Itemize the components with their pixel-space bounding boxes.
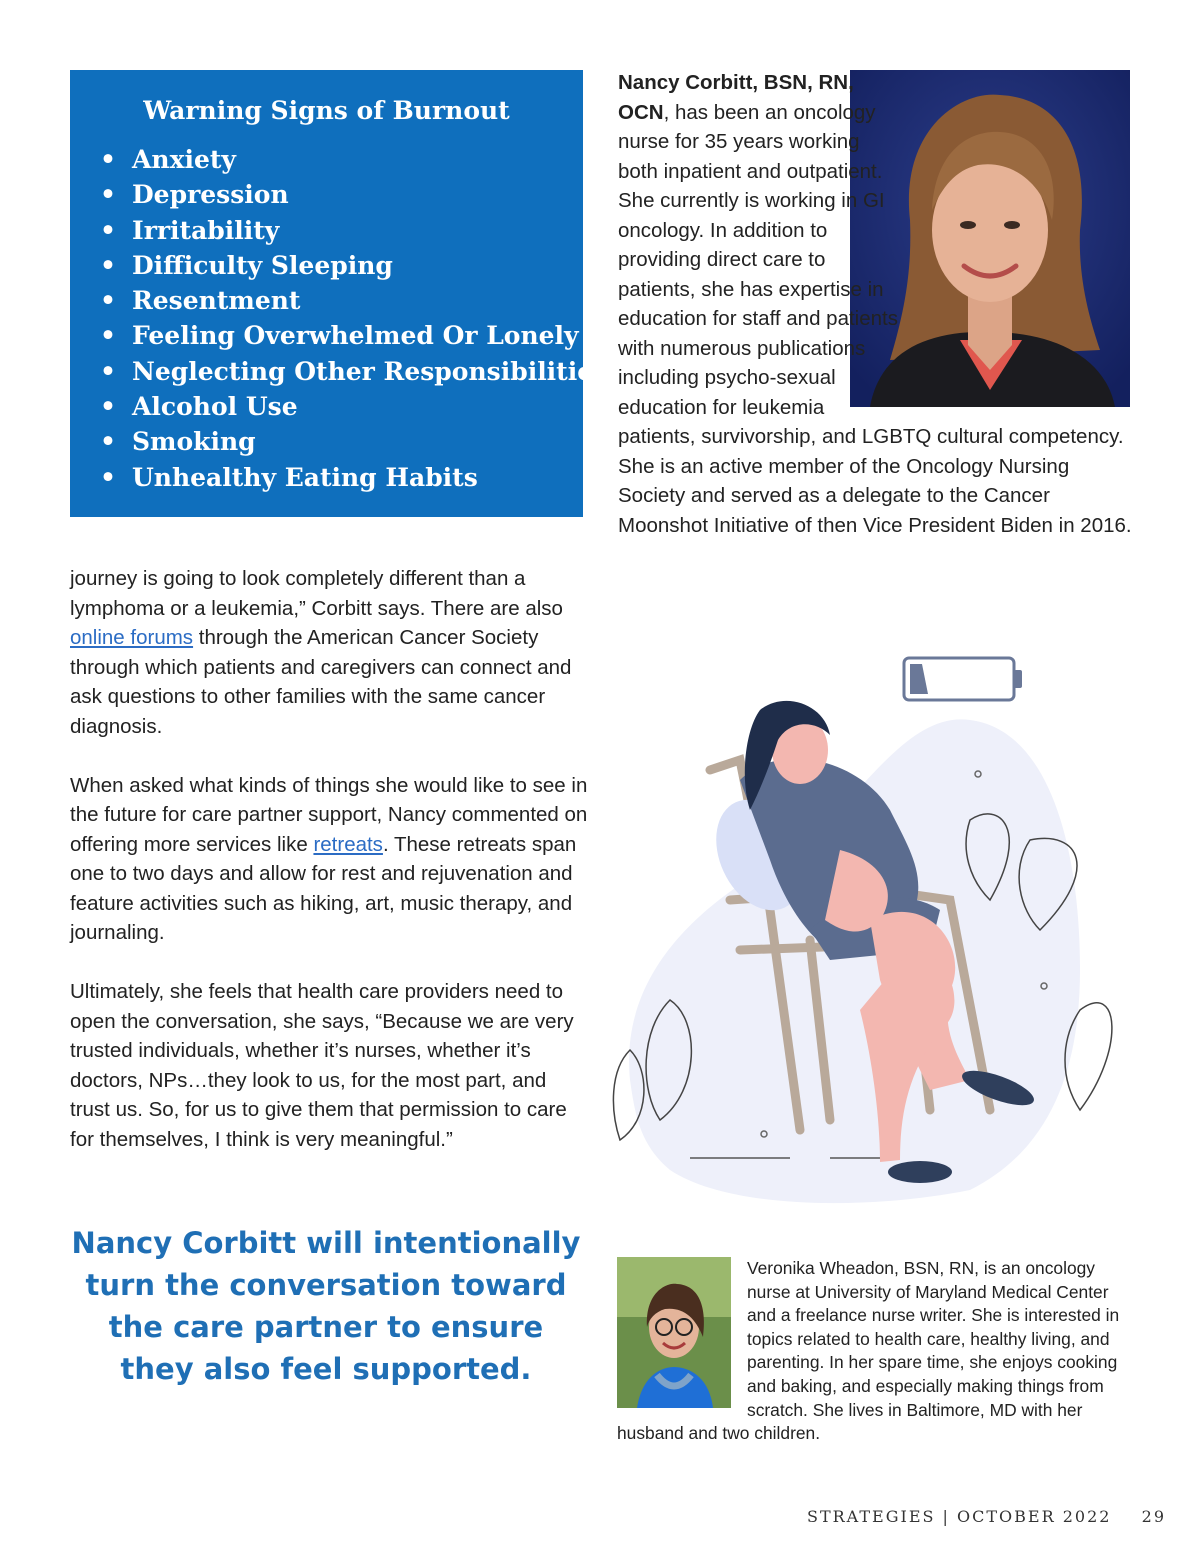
- bio-text: , has been an oncology nurse for 35 years working both inpatient and outpatient. She currently is working in GI oncology. In addition to providing direct care to patients, she has expertise in education for staff and patients with numerous publications including psycho-sexual education for leukemia patients, survivorship, and LGBTQ cultural competency. She is an active member of the Oncology Nursing Society and served as a delegate to the Cancer Moonshot Initiative of then Vice President Biden in 2016.: [618, 100, 1132, 537]
- bullet: •: [100, 250, 116, 280]
- photo-spacer: [617, 1257, 747, 1410]
- pull-quote: Nancy Corbitt will intentionally turn the conversation toward the care partner to ensure they also feel supported.: [71, 1226, 581, 1386]
- bullet: •: [100, 286, 116, 316]
- bullet: •: [100, 356, 116, 386]
- page-number: 29: [1141, 1507, 1166, 1526]
- bullet: •: [100, 427, 116, 457]
- list-item: • Smoking: [100, 424, 607, 459]
- bullet: •: [100, 145, 116, 174]
- list-item: • Anxiety: [100, 142, 607, 177]
- list-item: • Resentment: [100, 283, 607, 318]
- list-item: • Irritability: [100, 213, 607, 248]
- bullet: •: [100, 215, 116, 245]
- photo-spacer: [900, 68, 1138, 410]
- list-item: • Feeling Overwhelmed Or Lonely: [100, 318, 607, 353]
- burnout-signs-list: [100, 142, 607, 495]
- low-battery-icon: [904, 658, 1022, 700]
- bio-name: Nancy Corbitt, BSN, RN, OCN: [618, 71, 854, 124]
- publication-name: STRATEGIES | OCTOBER 2022: [807, 1507, 1112, 1526]
- author-bio: [617, 1257, 1137, 1446]
- list-item: • Depression: [100, 177, 607, 212]
- list-item: • Alcohol Use: [100, 389, 607, 424]
- bullet: •: [100, 462, 116, 492]
- burnout-signs-box: [70, 70, 608, 517]
- bullet: •: [100, 392, 116, 422]
- burnout-illustration: [610, 650, 1130, 1210]
- list-item: • Difficulty Sleeping: [100, 248, 607, 283]
- online-forums-link[interactable]: online forums: [70, 626, 194, 649]
- list-item: • Unhealthy Eating Habits: [100, 460, 607, 495]
- bullet: •: [100, 180, 116, 210]
- article-paragraph-3: Ultimately, she feels that health care providers need to open the conversation, she says, “Because we are very trusted individuals, whether it’s nurses, whether it’s doctors, NPs…they look to us, for the most part, and trust us. So, for us to give them that permission to care for themselves, I think is very meaningful.”: [70, 980, 574, 1151]
- burnout-box-title: Warning Signs of Burnout: [143, 96, 510, 125]
- article-body: [70, 564, 590, 1184]
- article-paragraph-1: journey is going to look completely different than a lymphoma or a leukemia,” Corbitt says. There are also online forums through the American Cancer Society through which patients and caregivers can connect and ask questions to other families with the same cancer diagnosis.: [70, 567, 572, 738]
- page-footer: [807, 1507, 1166, 1526]
- retreats-link[interactable]: retreats: [313, 832, 383, 856]
- bullet: •: [100, 321, 116, 351]
- list-item: • Neglecting Other Responsibilities: [100, 354, 607, 389]
- author-bio-text: Veronika Wheadon, BSN, RN, is an oncology nurse at University of Maryland Medical Center and a freelance nurse writer. She is interested in topics related to health care, healthy living, and parenting. In her spare time, she enjoys cooking and baking, and especially making things from scratch. She lives in Baltimore, MD with her husband and two children.: [617, 1258, 1120, 1444]
- nancy-corbitt-bio: [618, 68, 1138, 540]
- article-paragraph-2: When asked what kinds of things she would like to see in the future for care partner support, Nancy commented on offering more services like retreats. These retreats span one to two days and allow for rest and rejuvenation and feature activities such as hiking, art, music therapy, and journaling.: [70, 773, 588, 944]
